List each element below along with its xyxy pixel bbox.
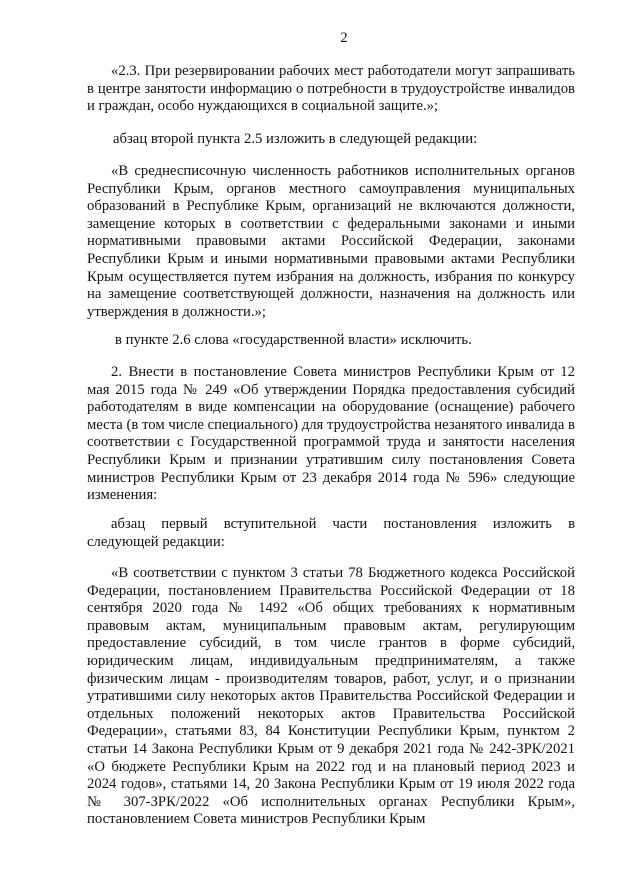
paragraph-item-2: 2. Внести в постановление Совета министров Республики Крым от 12 мая 2015 года № 249 «Об утверждении Порядка предоставления субсидий работодателям в виде компенсации на оборудование (оснащение) рабочего места (в том числе специального) для трудоустройства незанятого инвалида в соответствии с Государственной программой труда и занятости населения Республики Крым и признании утратившим силу постановления Совета министров Республики Крым от 23 декабря 2014 года № 596» следующие изменения: [87, 364, 575, 504]
paragraph-instruction-2-5: абзац второй пункта 2.5 изложить в следующей редакции: [113, 131, 478, 147]
page-number: 2 [340, 30, 348, 46]
paragraph-instruction-preamble: абзац первый вступительной части постановления изложить в следующей редакции: [87, 516, 575, 550]
paragraph-preamble-text: «В соответствии с пунктом 3 статьи 78 Бюджетного кодекса Российской Федерации, постановлением Правительства Российской Федерации от 18 сентября 2020 года № 1492 «Об общих требованиях к нормативным правовым актам, муниципальным правовым актам, регулирующим предоставление субсидий, в том числе грантов в форме субсидий, юридическим лицам, индивидуальным предпринимателям, а также физическим лицам - производителям товаров, работ, услуг, и о признании утратившими силу некоторых актов Правительства Российской Федерации и отдельных положений некоторых актов Правительства Российской Федерации», статьями 83, 84 Конституции Республики Крым, пунктом 2 статьи 14 Закона Республики Крым от 9 декабря 2021 года № 242-ЗРК/2021 «О бюджете Республики Крым на 2022 год и на плановый период 2023 и 2024 годов», статьями 14, 20 Закона Республики Крым от 19 июля 2022 года № 307-ЗРК/2022 «Об исполнительных органах Республики Крым», постановлением Совета министров Республики Крым [87, 565, 575, 828]
paragraph-instruction-2-6: в пункте 2.6 слова «государственной власти» исключить. [115, 332, 472, 348]
paragraph-2-3-clause: «2.3. При резервировании рабочих мест работодатели могут запрашивать в центре занятости информацию о потребности в трудоустройстве инвалидов и граждан, особо нуждающихся в социальной защите.»; [87, 63, 575, 115]
paragraph-headcount-clause: «В среднесписочную численность работников исполнительных органов Республики Крым, органов местного самоуправления муниципальных образований в Республике Крым, организаций не включаются должности, замещение которых в соответствии с федеральными законами и иными нормативными правовыми актами Российской Федерации, законами Республики Крым и иными нормативными правовыми актами Республики Крым осуществляется путем избрания на должность, избрания по конкурсу на замещение соответствующей должности, назначения на должность или утверждения в должности.»; [87, 163, 575, 320]
